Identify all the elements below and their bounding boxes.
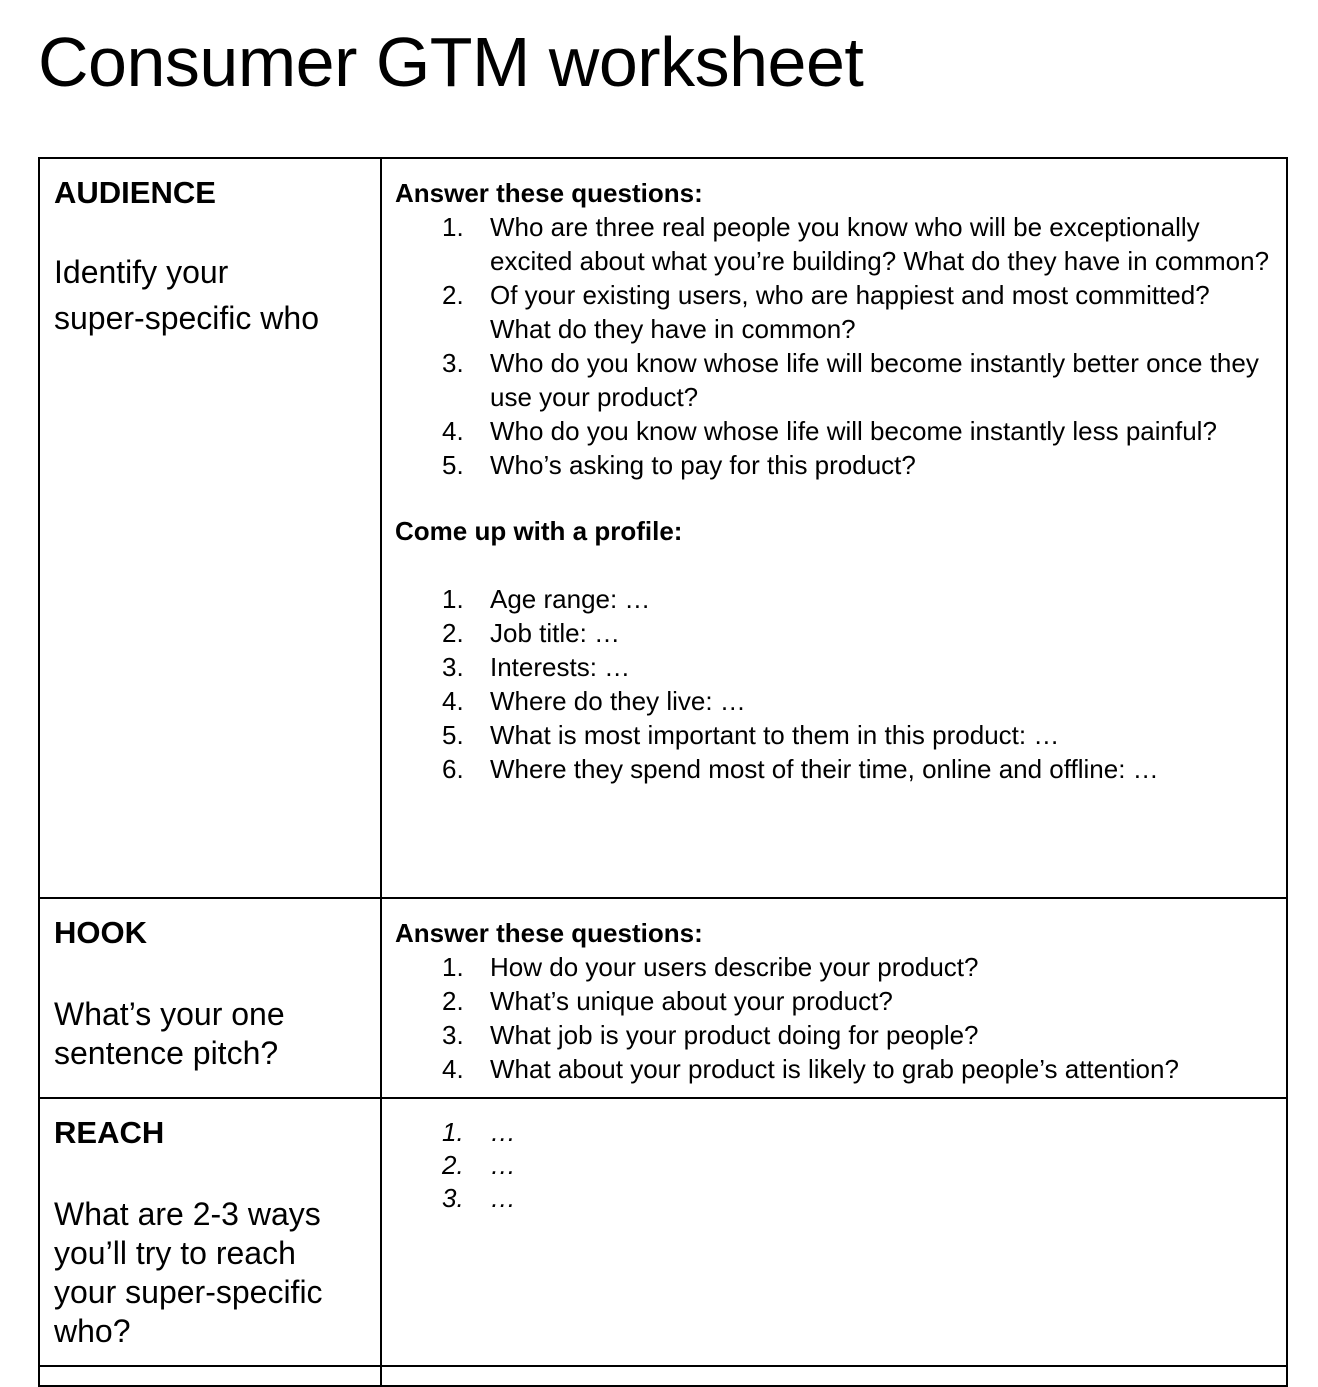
list-text: What about your product is likely to grab people’s attention? [490, 1054, 1179, 1084]
reach-content-cell[interactable] [381, 1098, 1287, 1366]
next-row-partial [39, 1366, 1287, 1386]
list-text: How do your users describe your product? [490, 952, 979, 982]
list-item [395, 582, 1272, 616]
list-item [395, 346, 1272, 414]
list-number: 2. [442, 1150, 464, 1180]
list-item [395, 278, 1272, 346]
list-item [395, 616, 1272, 650]
list-text: Who do you know whose life will become instantly less painful? [490, 416, 1217, 446]
list-number: 3. [442, 348, 464, 378]
audience-label-cell[interactable] [39, 158, 381, 898]
list-text: What’s unique about your product? [490, 986, 893, 1016]
audience-questions-list [395, 210, 1272, 482]
list-item [395, 448, 1272, 482]
list-number: 2. [442, 280, 464, 310]
page-title: Consumer GTM worksheet [38, 23, 864, 101]
list-item[interactable] [395, 1116, 1272, 1149]
list-number: 2. [442, 618, 464, 648]
list-item [395, 752, 1272, 786]
list-number: 3. [442, 652, 464, 682]
list-number: 5. [442, 450, 464, 480]
list-item [395, 1052, 1272, 1086]
next-content-cell[interactable] [381, 1366, 1287, 1386]
list-text: Of your existing users, who are happiest and most committed? What do they have in common? [490, 280, 1210, 344]
list-number: 5. [442, 720, 464, 750]
hook-row [39, 898, 1287, 1098]
list-placeholder[interactable]: … [490, 1183, 516, 1213]
list-number: 4. [442, 1054, 464, 1084]
list-number: 6. [442, 754, 464, 784]
list-text: Where do they live: … [490, 686, 746, 716]
hook-content-cell[interactable] [381, 898, 1287, 1098]
list-text: Who are three real people you know who will be exceptionally excited about what you’re building? What do they have in common? [490, 212, 1270, 276]
hook-questions-list [395, 950, 1272, 1086]
hook-label-cell[interactable] [39, 898, 381, 1098]
list-number: 4. [442, 686, 464, 716]
hook-subtitle [54, 995, 366, 1073]
hook-questions-heading: Answer these questions: [395, 918, 703, 948]
list-placeholder[interactable]: … [490, 1117, 516, 1147]
audience-subtitle-line2: super-specific who [54, 300, 319, 336]
list-number: 1. [442, 584, 464, 614]
audience-content-cell[interactable] [381, 158, 1287, 898]
audience-subtitle [54, 249, 366, 341]
list-item [395, 984, 1272, 1018]
list-text: Who’s asking to pay for this product? [490, 450, 916, 480]
next-label-cell[interactable] [39, 1366, 381, 1386]
profile-heading: Come up with a profile: [395, 516, 683, 546]
reach-label-cell[interactable] [39, 1098, 381, 1366]
list-item [395, 950, 1272, 984]
list-text: Where they spend most of their time, online and offline: … [490, 754, 1159, 784]
list-item [395, 684, 1272, 718]
list-item [395, 210, 1272, 278]
list-item[interactable] [395, 1182, 1272, 1215]
list-number: 1. [442, 952, 464, 982]
audience-questions-heading: Answer these questions: [395, 178, 703, 208]
list-item [395, 414, 1272, 448]
audience-subtitle-line1: Identify your [54, 254, 229, 290]
hook-subtitle-line1: What’s your one [54, 996, 285, 1032]
list-number: 3. [442, 1020, 464, 1050]
list-placeholder[interactable]: … [490, 1150, 516, 1180]
profile-list [395, 582, 1272, 786]
audience-row [39, 158, 1287, 898]
hook-subtitle-line2: sentence pitch? [54, 1035, 279, 1071]
list-number: 2. [442, 986, 464, 1016]
list-item [395, 718, 1272, 752]
reach-subtitle: What are 2-3 ways you’ll try to reach your super-specific who? [54, 1196, 323, 1349]
list-number: 3. [442, 1183, 464, 1213]
list-item [395, 1018, 1272, 1052]
list-text: Interests: … [490, 652, 631, 682]
list-text: Who do you know whose life will become instantly better once they use your product? [490, 348, 1259, 412]
list-text: What job is your product doing for people? [490, 1020, 979, 1050]
list-text: What is most important to them in this product: … [490, 720, 1060, 750]
list-number: 1. [442, 1117, 464, 1147]
audience-heading: AUDIENCE [54, 175, 216, 210]
list-item [395, 650, 1272, 684]
reach-heading: REACH [54, 1115, 165, 1150]
gtm-worksheet-table [38, 157, 1288, 1387]
reach-list [395, 1116, 1272, 1215]
list-text: Job title: … [490, 618, 621, 648]
list-item[interactable] [395, 1149, 1272, 1182]
reach-row [39, 1098, 1287, 1366]
hook-heading: HOOK [54, 915, 147, 950]
list-text: Age range: … [490, 584, 651, 614]
list-number: 1. [442, 212, 464, 242]
list-number: 4. [442, 416, 464, 446]
